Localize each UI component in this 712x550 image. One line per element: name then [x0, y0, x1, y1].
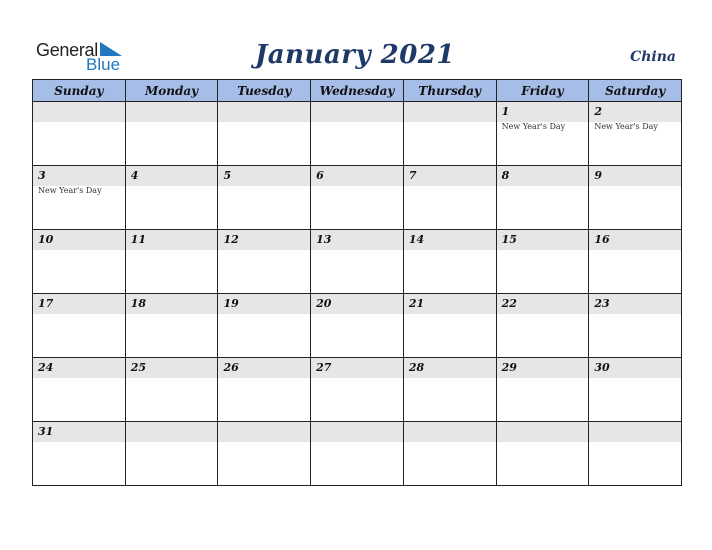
- day-number-band: [404, 422, 496, 442]
- day-number: 25: [130, 361, 147, 374]
- day-cell[interactable]: [33, 230, 126, 294]
- day-number: 18: [130, 297, 147, 310]
- day-cell[interactable]: [404, 166, 497, 230]
- day-number-band: [589, 358, 681, 378]
- day-cell[interactable]: [404, 358, 497, 422]
- day-number: 15: [501, 233, 517, 246]
- day-number-band: [33, 230, 125, 250]
- day-cell[interactable]: [126, 166, 219, 230]
- day-number-band: [497, 102, 589, 122]
- day-cell[interactable]: [33, 294, 126, 358]
- day-cell[interactable]: [33, 422, 126, 486]
- weekday-header-row: [33, 80, 682, 102]
- day-number-band: [33, 166, 125, 186]
- day-cell[interactable]: [404, 294, 497, 358]
- day-number-band: [218, 294, 310, 314]
- day-cell[interactable]: [126, 230, 219, 294]
- weekday-saturday: Saturday: [589, 80, 682, 102]
- week-row: [33, 102, 682, 166]
- day-number: 30: [594, 361, 610, 374]
- week-row: [33, 230, 682, 294]
- day-number-band: [589, 102, 681, 122]
- day-number-band: [497, 358, 589, 378]
- day-number-band: [311, 166, 403, 186]
- day-number: 24: [38, 361, 54, 374]
- day-number-band: [404, 102, 496, 122]
- weekday-sunday: Sunday: [33, 80, 126, 102]
- logo: [36, 40, 136, 74]
- day-number: 8: [501, 169, 510, 182]
- day-cell[interactable]: [497, 102, 590, 166]
- day-number-band: [589, 166, 681, 186]
- day-number: 6: [316, 169, 324, 182]
- day-number: 14: [408, 233, 425, 246]
- day-cell[interactable]: [126, 294, 219, 358]
- day-cell[interactable]: [126, 102, 219, 166]
- weekday-friday: Friday: [497, 80, 590, 102]
- day-number: 11: [130, 233, 147, 246]
- day-cell[interactable]: [497, 230, 590, 294]
- day-number: 7: [408, 169, 417, 182]
- weekday-thursday: Thursday: [404, 80, 497, 102]
- day-number-band: [218, 166, 310, 186]
- day-cell[interactable]: [589, 294, 682, 358]
- day-cell[interactable]: [404, 102, 497, 166]
- weekday-tuesday: Tuesday: [218, 80, 311, 102]
- day-number-band: [126, 358, 218, 378]
- day-number-band: [404, 166, 496, 186]
- logo-text-blue: Blue: [86, 55, 121, 74]
- day-cell[interactable]: [404, 230, 497, 294]
- day-cell[interactable]: [497, 166, 590, 230]
- day-number-band: [404, 358, 496, 378]
- day-number-band: [311, 294, 403, 314]
- day-cell[interactable]: [589, 102, 682, 166]
- day-cell[interactable]: [311, 294, 404, 358]
- day-number: 29: [501, 361, 517, 374]
- day-number-band: [126, 294, 218, 314]
- weekday-monday: Monday: [126, 80, 219, 102]
- day-number: 20: [316, 297, 332, 310]
- day-number-band: [126, 422, 218, 442]
- day-number-band: [33, 358, 125, 378]
- day-cell[interactable]: [218, 230, 311, 294]
- day-number: 27: [316, 361, 332, 374]
- week-row: [33, 294, 682, 358]
- day-number: 9: [594, 169, 602, 182]
- day-number-band: [311, 102, 403, 122]
- day-number-band: [589, 294, 681, 314]
- day-cell[interactable]: [218, 358, 311, 422]
- day-cell[interactable]: [311, 422, 404, 486]
- day-number-band: [126, 166, 218, 186]
- calendar-grid: [32, 79, 682, 486]
- day-cell[interactable]: [589, 230, 682, 294]
- day-cell[interactable]: [218, 294, 311, 358]
- day-cell[interactable]: [497, 422, 590, 486]
- day-number: 26: [223, 361, 239, 374]
- holiday-label: New Year's Day: [38, 186, 102, 195]
- day-cell[interactable]: [589, 166, 682, 230]
- day-number-band: [589, 422, 681, 442]
- day-number-band: [497, 422, 589, 442]
- day-number: 17: [38, 297, 54, 310]
- day-number: 19: [223, 297, 239, 310]
- day-number-band: [311, 230, 403, 250]
- weekday-wednesday: Wednesday: [311, 80, 404, 102]
- holiday-label: New Year's Day: [501, 122, 566, 131]
- day-number-band: [404, 230, 496, 250]
- day-number-band: [497, 230, 589, 250]
- day-cell[interactable]: [589, 422, 682, 486]
- day-number: 3: [38, 169, 46, 182]
- day-number-band: [589, 230, 681, 250]
- day-number: 31: [38, 425, 54, 438]
- day-cell[interactable]: [126, 358, 219, 422]
- day-number-band: [218, 230, 310, 250]
- day-number: 21: [408, 297, 425, 310]
- day-number: 22: [501, 297, 517, 310]
- day-number-band: [218, 358, 310, 378]
- day-cell[interactable]: [33, 102, 126, 166]
- day-cell[interactable]: [33, 358, 126, 422]
- day-number: 1: [501, 105, 510, 118]
- logo-text-general: General: [36, 40, 98, 60]
- day-number-band: [126, 102, 218, 122]
- day-cell[interactable]: [497, 294, 590, 358]
- weeks-container: [33, 102, 682, 486]
- day-number: 16: [594, 233, 610, 246]
- day-cell[interactable]: [218, 102, 311, 166]
- day-number: 10: [38, 233, 54, 246]
- day-cell[interactable]: [589, 358, 682, 422]
- week-row: [33, 358, 682, 422]
- day-number: 5: [223, 169, 232, 182]
- day-cell[interactable]: [404, 422, 497, 486]
- day-number: 2: [594, 105, 602, 118]
- day-number: 13: [316, 233, 332, 246]
- calendar-title: January 2021: [254, 40, 456, 70]
- day-cell[interactable]: [218, 422, 311, 486]
- day-number: 4: [130, 169, 139, 182]
- day-cell[interactable]: [311, 230, 404, 294]
- day-number: 23: [594, 297, 610, 310]
- day-number-band: [311, 358, 403, 378]
- day-number-band: [218, 422, 310, 442]
- day-cell[interactable]: [126, 422, 219, 486]
- day-number-band: [404, 294, 496, 314]
- week-row: [33, 422, 682, 486]
- day-number-band: [33, 294, 125, 314]
- day-cell[interactable]: [218, 166, 311, 230]
- holiday-label: New Year's Day: [594, 122, 658, 131]
- day-number: 12: [223, 233, 239, 246]
- day-cell[interactable]: [311, 358, 404, 422]
- day-cell[interactable]: [497, 358, 590, 422]
- day-number-band: [126, 230, 218, 250]
- day-number: 28: [408, 361, 425, 374]
- day-number-band: [497, 294, 589, 314]
- day-cell[interactable]: [33, 166, 126, 230]
- day-cell[interactable]: [311, 166, 404, 230]
- day-number-band: [497, 166, 589, 186]
- day-number-band: [33, 422, 125, 442]
- day-number-band: [311, 422, 403, 442]
- country-label: China: [630, 49, 676, 65]
- day-number-band: [218, 102, 310, 122]
- day-number-band: [33, 102, 125, 122]
- week-row: [33, 166, 682, 230]
- day-cell[interactable]: [311, 102, 404, 166]
